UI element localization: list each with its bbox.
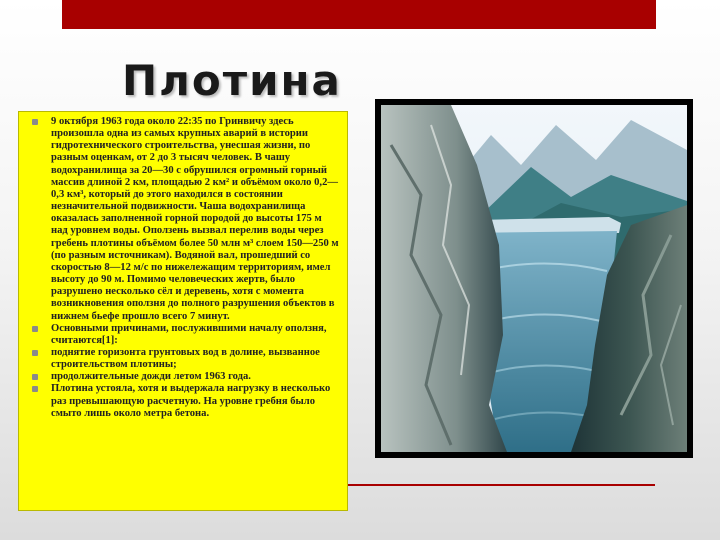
text-box xyxy=(18,111,348,511)
bullet-item xyxy=(31,323,341,347)
bullet-marker-icon xyxy=(32,374,38,380)
bullet-item xyxy=(31,383,341,419)
bullet-marker-icon xyxy=(32,119,38,125)
bullet-list xyxy=(31,116,341,420)
top-accent-bar xyxy=(62,0,656,29)
bullet-text: поднятие горизонта грунтовых вод в долине, вызванное строительством плотины; xyxy=(51,346,320,371)
bullet-marker-icon xyxy=(32,386,38,392)
slide-title: Плотина xyxy=(122,56,342,105)
bullet-marker-icon xyxy=(32,350,38,356)
bullet-text: продолжительные дожди летом 1963 года. xyxy=(51,371,251,383)
dam-photo xyxy=(375,99,693,458)
bullet-item xyxy=(31,116,341,323)
bullet-marker-icon xyxy=(32,326,38,332)
dam-photo-image xyxy=(381,105,687,452)
bullet-text: Плотина устояла, хотя и выдержала нагрузку в несколько раз превышающую расчетную. На уровне гребня было смыто лишь около метра бетона. xyxy=(51,383,331,419)
bullet-text: 9 октября 1963 года около 22:35 по Гринвичу здесь произошла одна из самых крупных аварий в истории гидротехнического строительства, унесшая жизни, по разным оценкам, от 2 до 3 тысяч человек. В чашу водохранилища за 20—30 с обрушился огромный горный массив длиной 2 км, площадью 2 км² и объёмом около 0,2—0,3 км³, который до этого находился в состоянии незначительной подвижности. Чаша водохранилища оказалась заполненной горной породой до высоты 175 м над уровнем воды. Оползень вызвал перелив воды через гребень плотины объёмом более 50 млн м³ слоем 150—250 м (по разным источникам). Водяной вал, прошедший со скоростью 8—12 м/с по нижележащим территориям, имел высоту до 90 м. Помимо человеческих жертв, было разрушено несколько сёл и деревень, хотя с момента возникновения оползня до полного разрушения объектов в нижнем бьефе прошло всего 7 минут. xyxy=(51,116,339,322)
bottom-accent-line xyxy=(348,484,655,486)
bullet-item xyxy=(31,347,341,371)
bullet-item xyxy=(31,371,341,383)
bullet-text: Основными причинами, послужившими началу оползня, считаются[1]: xyxy=(51,322,327,346)
